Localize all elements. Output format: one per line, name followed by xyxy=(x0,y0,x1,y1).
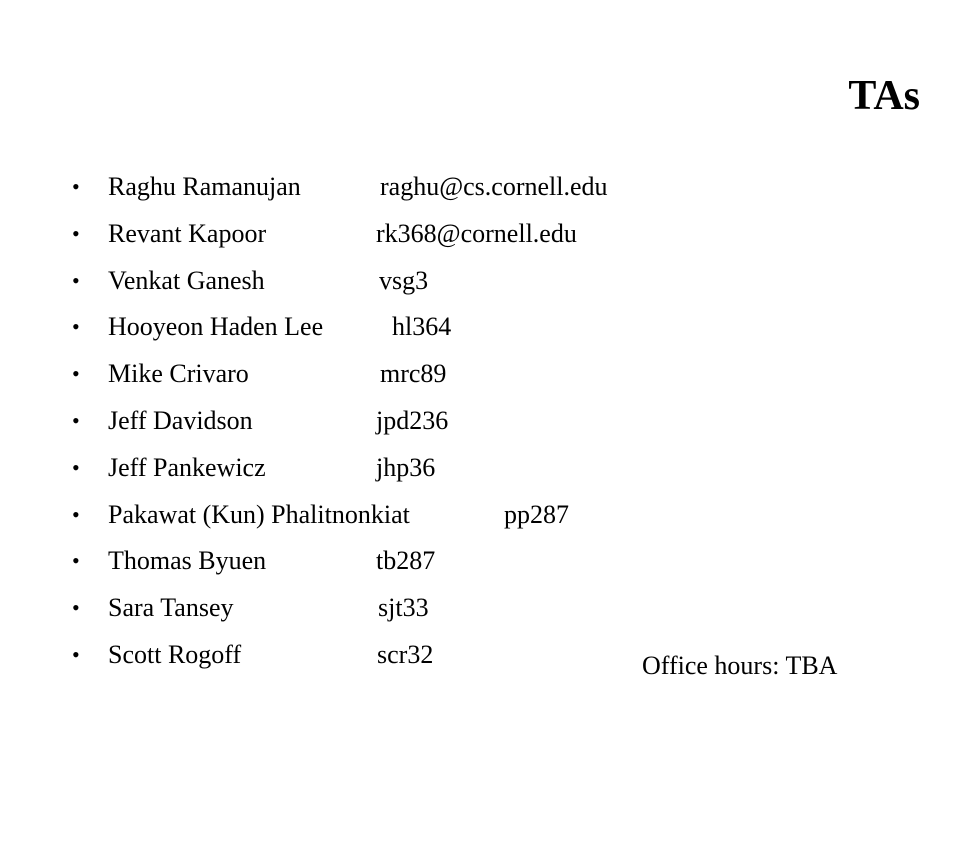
ta-name: Jeff Davidson xyxy=(108,405,253,435)
list-item xyxy=(72,211,577,258)
bullet-icon: • xyxy=(72,267,80,293)
bullet-icon: • xyxy=(72,314,80,340)
ta-contact: jpd236 xyxy=(376,405,449,435)
bullet-icon: • xyxy=(72,174,80,199)
ta-name: Scott Rogoff xyxy=(108,639,242,669)
ta-name: Pakawat (Kun) Phalitnonkiat xyxy=(108,499,410,529)
ta-contact: mrc89 xyxy=(380,359,447,389)
ta-contact: jhp36 xyxy=(376,452,436,482)
list-item xyxy=(72,445,436,492)
ta-contact: tb287 xyxy=(376,546,436,576)
list-item xyxy=(72,585,429,632)
list-item xyxy=(72,632,434,679)
ta-contact: pp287 xyxy=(504,499,569,529)
ta-name: Hooyeon Haden Lee xyxy=(108,312,324,342)
list-item xyxy=(72,492,569,539)
bullet-icon: • xyxy=(72,361,80,387)
ta-name: Thomas Byuen xyxy=(108,546,267,576)
bullet-icon: • xyxy=(72,454,80,480)
bullet-icon: • xyxy=(72,501,80,527)
ta-contact: vsg3 xyxy=(379,265,429,295)
bullet-icon: • xyxy=(72,407,80,433)
ta-contact: scr32 xyxy=(377,639,434,669)
ta-name: Revant Kapoor xyxy=(108,218,267,248)
bullet-icon: • xyxy=(72,641,80,667)
ta-name: Venkat Ganesh xyxy=(108,265,265,295)
ta-contact: hl364 xyxy=(392,312,452,342)
list-item xyxy=(72,258,429,305)
list-item xyxy=(72,164,608,211)
bullet-icon: • xyxy=(72,220,80,246)
ta-list xyxy=(72,164,608,679)
ta-name: Raghu Ramanujan xyxy=(108,172,301,201)
ta-contact: sjt33 xyxy=(378,593,429,623)
list-item xyxy=(72,304,452,351)
ta-name: Jeff Pankewicz xyxy=(108,452,266,482)
ta-name: Sara Tansey xyxy=(108,593,234,623)
ta-name: Mike Crivaro xyxy=(108,359,249,389)
bullet-icon: • xyxy=(72,548,80,574)
list-item xyxy=(72,398,449,445)
office-hours-note: Office hours: TBA xyxy=(642,651,838,680)
list-item xyxy=(72,351,447,398)
bullet-icon: • xyxy=(72,595,80,621)
ta-contact: rk368@cornell.edu xyxy=(376,218,577,248)
ta-contact: raghu@cs.cornell.edu xyxy=(380,172,608,201)
list-item xyxy=(72,538,436,585)
slide-title: TAs xyxy=(848,73,920,119)
